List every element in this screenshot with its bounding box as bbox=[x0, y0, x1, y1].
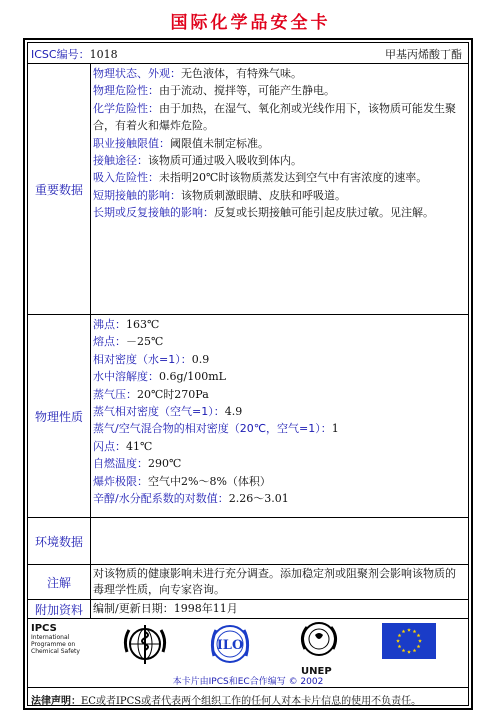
environment-section bbox=[28, 518, 468, 565]
important-key: 短期接触的影响： bbox=[93, 188, 181, 202]
physical-key: 水中溶解度： bbox=[93, 370, 159, 384]
chemical-name: 甲基丙烯酸丁酯 bbox=[385, 48, 462, 61]
ipcs-line-1: International bbox=[31, 634, 70, 641]
important-value: 该物质可通过吸入吸收到体内。 bbox=[148, 154, 302, 168]
who-emblem-icon bbox=[121, 622, 169, 668]
ipcs-line-3: Chemical Safety bbox=[31, 648, 80, 655]
card-frame bbox=[23, 38, 473, 710]
important-key: 物理状态、外观： bbox=[93, 67, 181, 80]
physical-item bbox=[93, 455, 464, 472]
environment-body bbox=[91, 518, 468, 564]
important-value: 由于加热，在湿气、氧化剂或光线作用下，该物质可能发生聚合，有着火和爆炸危险。 bbox=[93, 101, 456, 133]
card-inner bbox=[27, 42, 469, 706]
physical-section bbox=[28, 315, 468, 518]
physical-value: 0.9 bbox=[191, 352, 210, 366]
important-item bbox=[93, 100, 464, 135]
physical-item bbox=[93, 351, 464, 368]
physical-item bbox=[93, 473, 464, 490]
physical-body bbox=[91, 315, 468, 517]
physical-value: －25℃ bbox=[126, 335, 164, 349]
important-value: 阈限值未制定标准。 bbox=[170, 136, 269, 150]
important-item bbox=[93, 65, 464, 82]
physical-item bbox=[93, 386, 464, 403]
card-title: 国际化学品安全卡 bbox=[170, 13, 331, 33]
important-key: 吸入危险性： bbox=[93, 171, 159, 185]
unep-label: UNEP bbox=[301, 666, 332, 677]
physical-item bbox=[93, 438, 464, 455]
physical-key: 闪点： bbox=[93, 439, 126, 453]
important-key: 物理危险性： bbox=[93, 84, 159, 98]
logos-section bbox=[28, 619, 468, 688]
important-label: 重要数据 bbox=[28, 64, 91, 314]
physical-key: 相对密度（水=1）： bbox=[93, 352, 192, 366]
additional-section bbox=[28, 600, 468, 619]
environment-label: 环境数据 bbox=[28, 518, 91, 564]
physical-item bbox=[93, 490, 464, 507]
important-section bbox=[28, 64, 468, 315]
important-item bbox=[93, 169, 464, 186]
physical-item bbox=[93, 368, 464, 385]
physical-value: 空气中2%～8%（体积） bbox=[148, 474, 271, 488]
icsc-number: 1018 bbox=[89, 48, 118, 61]
legal-section bbox=[28, 688, 468, 708]
ipcs-line-2: Programme on bbox=[31, 641, 76, 648]
important-item bbox=[93, 135, 464, 152]
physical-value: 41℃ bbox=[126, 439, 153, 453]
important-key: 长期或反复接触的影响： bbox=[93, 206, 214, 220]
physical-key: 蒸气/空气混合物的相对密度（20℃，空气=1）： bbox=[93, 422, 332, 436]
unep-emblem-icon bbox=[295, 621, 343, 661]
ipcs-title: IPCS bbox=[31, 623, 57, 634]
physical-value: 20℃时270Pa bbox=[137, 387, 209, 401]
important-key: 职业接触限值： bbox=[93, 136, 170, 150]
important-body bbox=[91, 64, 468, 314]
important-key: 化学危险性： bbox=[93, 101, 159, 115]
physical-value: 290℃ bbox=[148, 457, 182, 471]
physical-item bbox=[93, 420, 464, 437]
physical-key: 沸点： bbox=[93, 318, 126, 331]
important-value: 反复或长期接触可能引起皮肤过敏。见注解。 bbox=[214, 206, 434, 220]
important-item bbox=[93, 82, 464, 99]
ipcs-block bbox=[31, 623, 80, 655]
important-value: 无色液体，有特殊气味。 bbox=[181, 67, 302, 80]
credit-line: 本卡片由IPCS和EC合作编写 © 2002 bbox=[172, 677, 324, 687]
legal-label: 法律声明： bbox=[31, 696, 81, 707]
physical-key: 熔点： bbox=[93, 335, 126, 349]
physical-value: 1 bbox=[331, 422, 339, 436]
notes-body: 对该物质的健康影响未进行充分调查。添加稳定剂或阻聚剂会影响该物质的毒理学性质，向专家咨询。 bbox=[93, 567, 456, 596]
physical-item bbox=[93, 333, 464, 350]
physical-value: 163℃ bbox=[126, 318, 160, 331]
important-item bbox=[93, 204, 464, 221]
ilo-emblem-icon bbox=[206, 622, 254, 668]
physical-key: 自燃温度： bbox=[93, 457, 148, 471]
legal-text: EC或者IPCS或者代表两个组织工作的任何人对本卡片信息的使用不负责任。 bbox=[81, 696, 422, 707]
physical-item bbox=[93, 316, 464, 333]
physical-key: 蒸气压： bbox=[93, 387, 137, 401]
physical-value: 2.26～3.01 bbox=[228, 492, 289, 506]
eu-flag-icon bbox=[382, 623, 436, 659]
notes-label: 注解 bbox=[28, 565, 91, 599]
additional-body: 编制/更新日期：1998年11月 bbox=[93, 602, 238, 615]
physical-value: 0.6g/100mL bbox=[159, 370, 226, 384]
notes-section bbox=[28, 565, 468, 600]
additional-label: 附加资料 bbox=[28, 600, 91, 618]
physical-item bbox=[93, 403, 464, 420]
physical-key: 爆炸极限： bbox=[93, 474, 148, 488]
icsc-label: ICSC编号： bbox=[31, 48, 90, 61]
important-key: 接触途径： bbox=[93, 154, 148, 168]
physical-label: 物理性质 bbox=[28, 315, 91, 517]
svg-text:ILO: ILO bbox=[216, 638, 244, 653]
important-value: 由于流动、搅拌等，可能产生静电。 bbox=[159, 84, 335, 98]
important-value: 该物质刺激眼睛、皮肤和呼吸道。 bbox=[181, 188, 346, 202]
physical-key: 蒸气相对密度（空气=1）： bbox=[93, 405, 225, 419]
physical-key: 辛醇/水分配系数的对数值： bbox=[93, 492, 229, 506]
important-item bbox=[93, 152, 464, 169]
important-value: 未指明20℃时该物质蒸发达到空气中有害浓度的速率。 bbox=[159, 171, 428, 185]
important-item bbox=[93, 187, 464, 204]
header-row bbox=[28, 43, 468, 64]
physical-value: 4.9 bbox=[224, 405, 243, 419]
